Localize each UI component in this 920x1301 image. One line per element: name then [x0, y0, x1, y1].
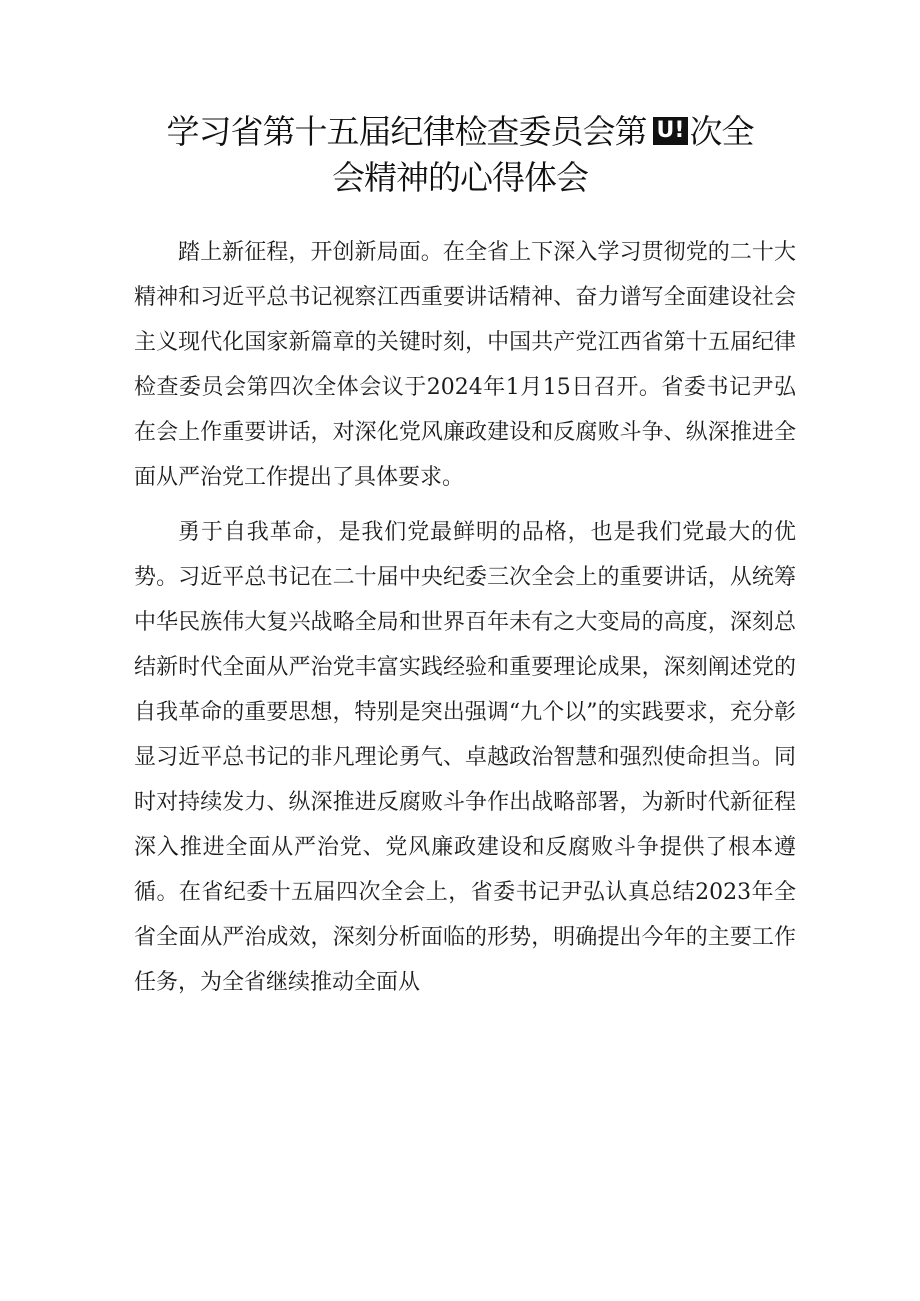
document-body [134, 230, 796, 1005]
title-text-before-mark: 学习省第十五届纪律检查委员会第 [166, 112, 647, 151]
paragraph-2: 勇于自我革命，是我们党最鲜明的品格，也是我们党最大的优势。习近平总书记在二十届中央纪委三次全会上的重要讲话，从统筹中华民族伟大复兴战略全局和世界百年未有之大变局的高度，深刻总结新时代全面从严治党丰富实践经验和重要理论成果，深刻阐述党的自我革命的重要思想，特别是突出强调“九个以”的实践要求，充分彰显习近平总书记的非凡理论勇气、卓越政治智慧和强烈使命担当。同时对持续发力、纵深推进反腐败斗争作出战略部署，为新时代新征程深入推进全面从严治党、党风廉政建设和反腐败斗争提供了根本遵循。在省纪委十五届四次全会上，省委书记尹弘认真总结2023年全省全面从严治成效，深刻分析面临的形势，明确提出今年的主要工作任务，为全省继续推动全面从 [134, 520, 796, 995]
title-text-after-mark: 次全 [689, 112, 754, 151]
title-redaction-mark: U! [653, 117, 689, 145]
paragraph-1: 踏上新征程，开创新局面。在全省上下深入学习贯彻党的二十大精神和习近平总书记视察江西重要讲话精神、奋力谱写全面建设社会主义现代化国家新篇章的关键时刻，中国共产党江西省第十五届纪律检查委员会第四次全体会议于2024年1月15日召开。省委书记尹弘在会上作重要讲话，对深化党风廉政建设和反腐败斗争、纵深推进全面从严治党工作提出了具体要求。 [134, 240, 796, 490]
document-title-line-1 [120, 110, 800, 154]
document-title-line-2: 会精神的心得体会 [332, 158, 588, 197]
